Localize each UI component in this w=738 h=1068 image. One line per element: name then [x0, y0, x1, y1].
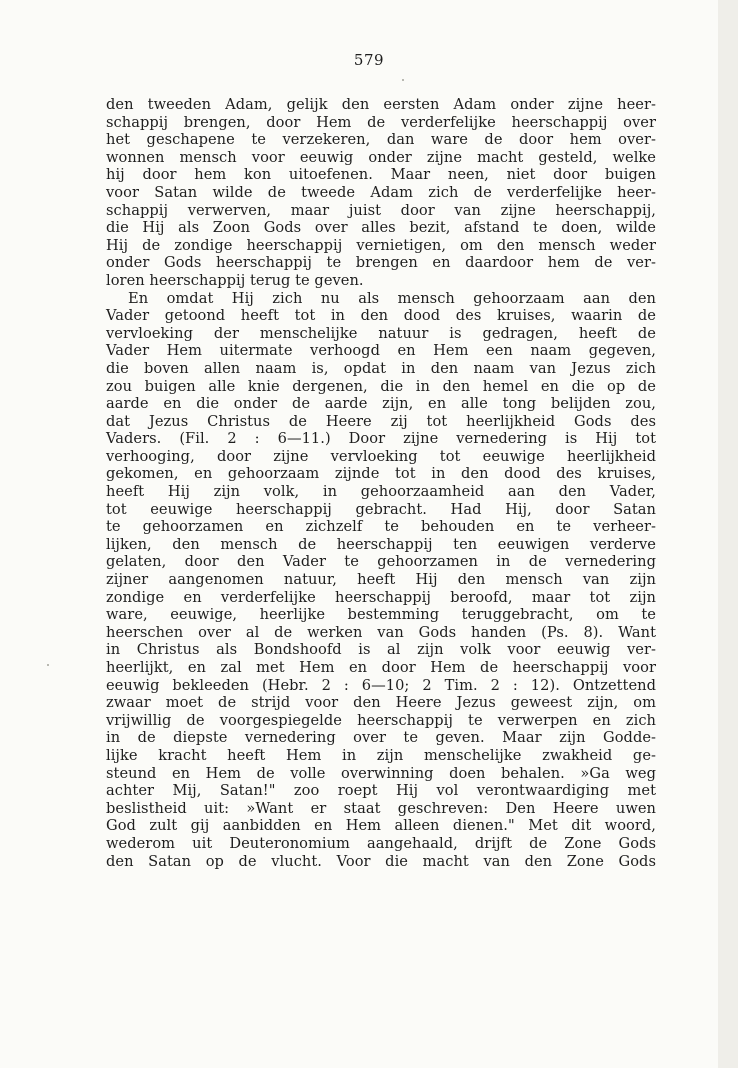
text-line: schappij verwerven, maar juist door van zijne heerschappij,: [106, 201, 656, 219]
text-line: den Satan op de vlucht. Voor die macht van den Zone Gods: [106, 852, 656, 870]
text-line: zou buigen alle knie dergenen, die in den hemel en die op de: [106, 377, 656, 395]
page-number: 579: [353, 51, 385, 69]
text-line: het geschapene te verzekeren, dan ware de door hem over-: [106, 131, 656, 149]
text-line: Vader Hem uitermate verhoogd en Hem een naam gegeven,: [106, 342, 656, 360]
text-line: vervloeking der menschelijke natuur is gedragen, heeft de: [106, 324, 656, 342]
text-line: heerschen over al de werken van Gods handen (Ps. 8). Want: [106, 623, 656, 641]
text-line: verhooging, door zijne vervloeking tot eeuwige heerlijkheid: [106, 447, 656, 465]
text-line: die boven allen naam is, opdat in den naam van Jezus zich: [106, 359, 656, 377]
text-line: te gehoorzamen en zichzelf te behouden en te verheer-: [106, 518, 656, 536]
text-line: wonnen mensch voor eeuwig onder zijne macht gesteld, welke: [106, 148, 656, 166]
text-line: Vader getoond heeft tot in den dood des kruises, waarin de: [106, 307, 656, 325]
text-line: die Hij als Zoon Gods over alles bezit, afstand te doen, wilde: [106, 219, 656, 237]
text-line: lijke kracht heeft Hem in zijn menschelijke zwakheid ge-: [106, 746, 656, 764]
text-line: Vaders. (Fil. 2 : 6—11.) Door zijne vernedering is Hij tot: [106, 430, 656, 448]
scan-speck: [47, 664, 49, 666]
text-line: eeuwig bekleeden (Hebr. 2 : 6—10; 2 Tim. 2 : 12). Ontzettend: [106, 676, 656, 694]
text-line: heerlijkt, en zal met Hem en door Hem de heerschappij voor: [106, 659, 656, 676]
text-line: achter Mij, Satan!" zoo roept Hij vol verontwaardiging met: [106, 782, 656, 800]
text-line: ware, eeuwige, heerlijke bestemming teruggebracht, om te: [106, 606, 656, 624]
text-line: God zult gij aanbidden en Hem alleen dienen." Met dit woord,: [106, 817, 656, 835]
text-line: heeft Hij zijn volk, in gehoorzaamheid aan den Vader,: [106, 483, 656, 501]
text-line: dat Jezus Christus de Heere zij tot heerlijkheid Gods des: [106, 412, 656, 430]
text-line: vrijwillig de voorgespiegelde heerschappij te verwerpen en zich: [106, 711, 656, 729]
text-line: tot eeuwige heerschappij gebracht. Had Hij, door Satan: [106, 500, 656, 518]
text-line: beslistheid uit: »Want er staat geschreven: Den Heere uwen: [106, 799, 656, 817]
text-line: lijken, den mensch de heerschappij ten eeuwigen verderve: [106, 535, 656, 553]
text-line: zwaar moet de strijd voor den Heere Jezus geweest zijn, om: [106, 694, 656, 712]
paragraph-end-line: loren heerschappij terug te geven.: [106, 271, 364, 289]
text-line: in Christus als Bondshoofd is al zijn volk voor eeuwig ver-: [106, 641, 656, 659]
text-line: zondige en verderfelijke heerschappij beroofd, maar tot zijn: [106, 588, 656, 606]
text-line: hij door hem kon uitoefenen. Maar neen, niet door buigen: [106, 166, 656, 184]
body-text: [106, 96, 656, 870]
text-line: zijner aangenomen natuur, heeft Hij den mensch van zijn: [106, 571, 656, 589]
paragraph-start-line: En omdat Hij zich nu als mensch gehoorzaam aan den: [128, 289, 656, 307]
text-line: Hij de zondige heerschappij vernietigen, om den mensch weder: [106, 236, 656, 254]
page-edge-shadow: [718, 0, 738, 1068]
text-line: schappij brengen, door Hem de verderfelijke heerschappij over: [106, 113, 656, 131]
text-line: in de diepste vernedering over te geven. Maar zijn Godde-: [106, 729, 656, 747]
text-line: den tweeden Adam, gelijk den eersten Adam onder zijne heer-: [106, 96, 656, 113]
text-line: wederom uit Deuteronomium aangehaald, drijft de Zone Gods: [106, 834, 656, 852]
text-line: aarde en die onder de aarde zijn, en alle tong belijden zou,: [106, 395, 656, 413]
text-line: voor Satan wilde de tweede Adam zich de verderfelijke heer-: [106, 183, 656, 201]
text-line: steund en Hem de volle overwinning doen behalen. »Ga weg: [106, 764, 656, 782]
text-line: onder Gods heerschappij te brengen en daardoor hem de ver-: [106, 254, 656, 272]
text-line: gelaten, door den Vader te gehoorzamen in de vernedering: [106, 553, 656, 571]
scan-speck: [402, 79, 404, 81]
text-line: gekomen, en gehoorzaam zijnde tot in den dood des kruises,: [106, 465, 656, 483]
